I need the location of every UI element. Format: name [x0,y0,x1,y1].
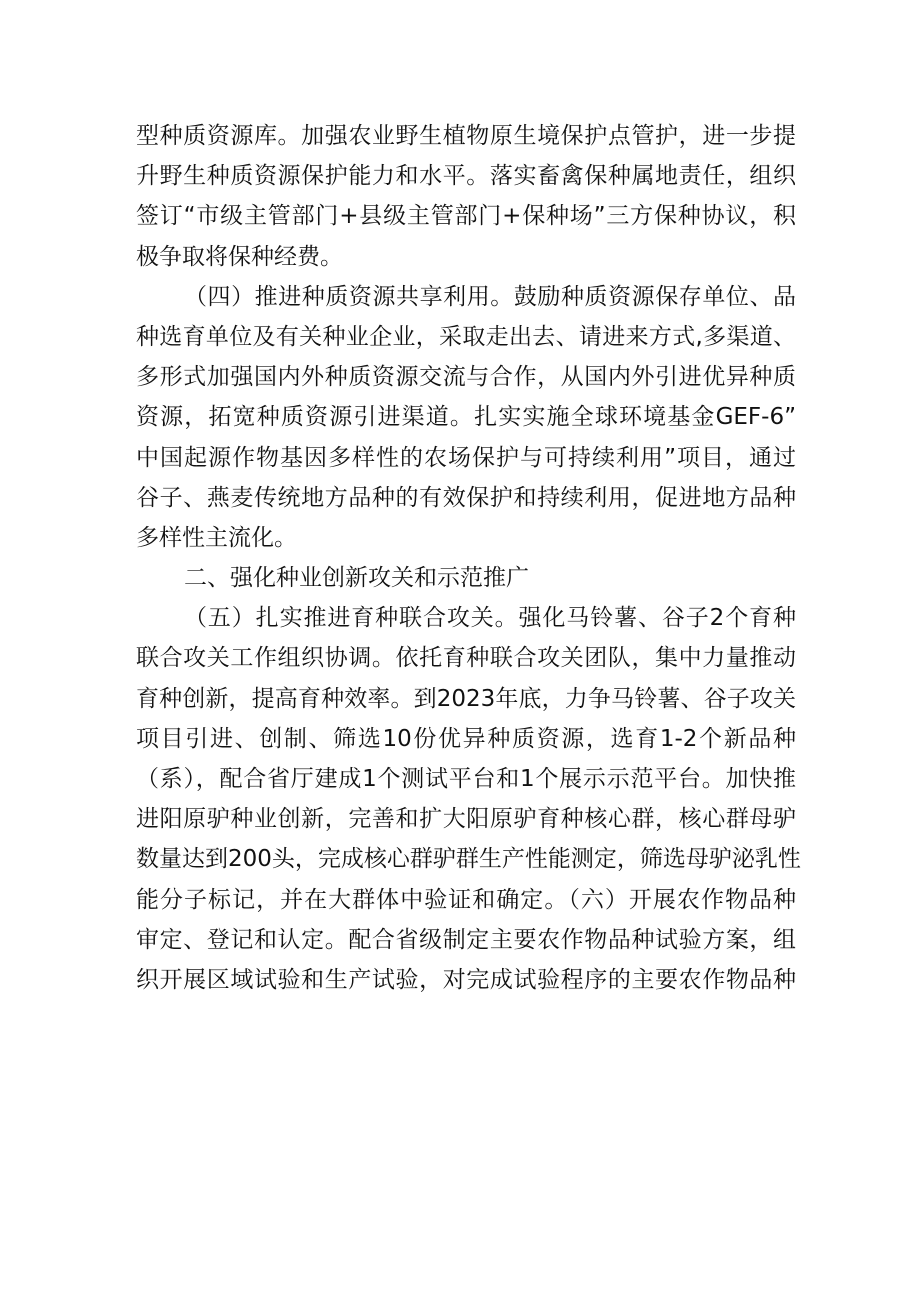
paragraph-line: 进阳原驴种业创新，完善和扩大阳原驴育种核心群，核心群母驴 [136,806,796,833]
document-body [136,116,801,1000]
paragraph-line: 种选育单位及有关种业企业，采取走出去、请进来方式,多渠道、 [136,323,796,350]
paragraph-line: 升野生种质资源保护能力和水平。落实畜禽保种属地责任，组织 [136,163,796,190]
paragraph-line: （系），配合省厅建成1个测试平台和1个展示示范平台。加快推 [136,766,796,792]
paragraph-line: （五）扎实推进育种联合攻关。强化马铃薯、谷子2个育种 [184,605,796,632]
paragraph-line: 审定、登记和认定。配合省级制定主要农作物品种试验方案，组 [136,926,796,953]
paragraph-line: 多样性主流化。 [136,524,297,551]
paragraph-line: 联合攻关工作组织协调。依托育种联合攻关团队，集中力量推动 [136,645,796,672]
paragraph-line: 织开展区域试验和生产试验，对完成试验程序的主要农作物品种 [136,966,796,993]
paragraph-line: 型种质资源库。加强农业野生植物原生境保护点管护，进一步提 [136,123,796,149]
paragraph-line: 资源，拓宽种质资源引进渠道。扎实实施全球环境基金GEF-6” [136,404,796,431]
paragraph-line: 多形式加强国内外种质资源交流与合作，从国内外引进优异种质 [136,364,796,391]
paragraph-line: （四）推进种质资源共享利用。鼓励种质资源保存单位、品 [184,283,796,310]
paragraph-line: 谷子、燕麦传统地方品种的有效保护和持续利用，促进地方品种 [136,484,796,511]
paragraph-line: 签订“市级主管部门+县级主管部门+保种场”三方保种协议，积 [136,203,796,230]
paragraph-line: 数量达到200头，完成核心群驴群生产性能测定，筛选母驴泌乳性 [136,846,801,873]
paragraph-line: 能分子标记，并在大群体中验证和确定。（六）开展农作物品种 [136,886,796,913]
section-heading: 二、强化种业创新攻关和示范推广 [184,565,529,592]
paragraph-line: 育种创新，提高育种效率。到2023年底，力争马铃薯、谷子攻关 [136,685,796,712]
paragraph-line: 极争取将保种经费。 [136,243,343,270]
paragraph-line: 项目引进、创制、筛选10份优异种质资源，选育1-2个新品种 [136,725,796,752]
paragraph-line: 中国起源作物基因多样性的农场保护与可持续利用”项目，通过 [136,444,796,471]
